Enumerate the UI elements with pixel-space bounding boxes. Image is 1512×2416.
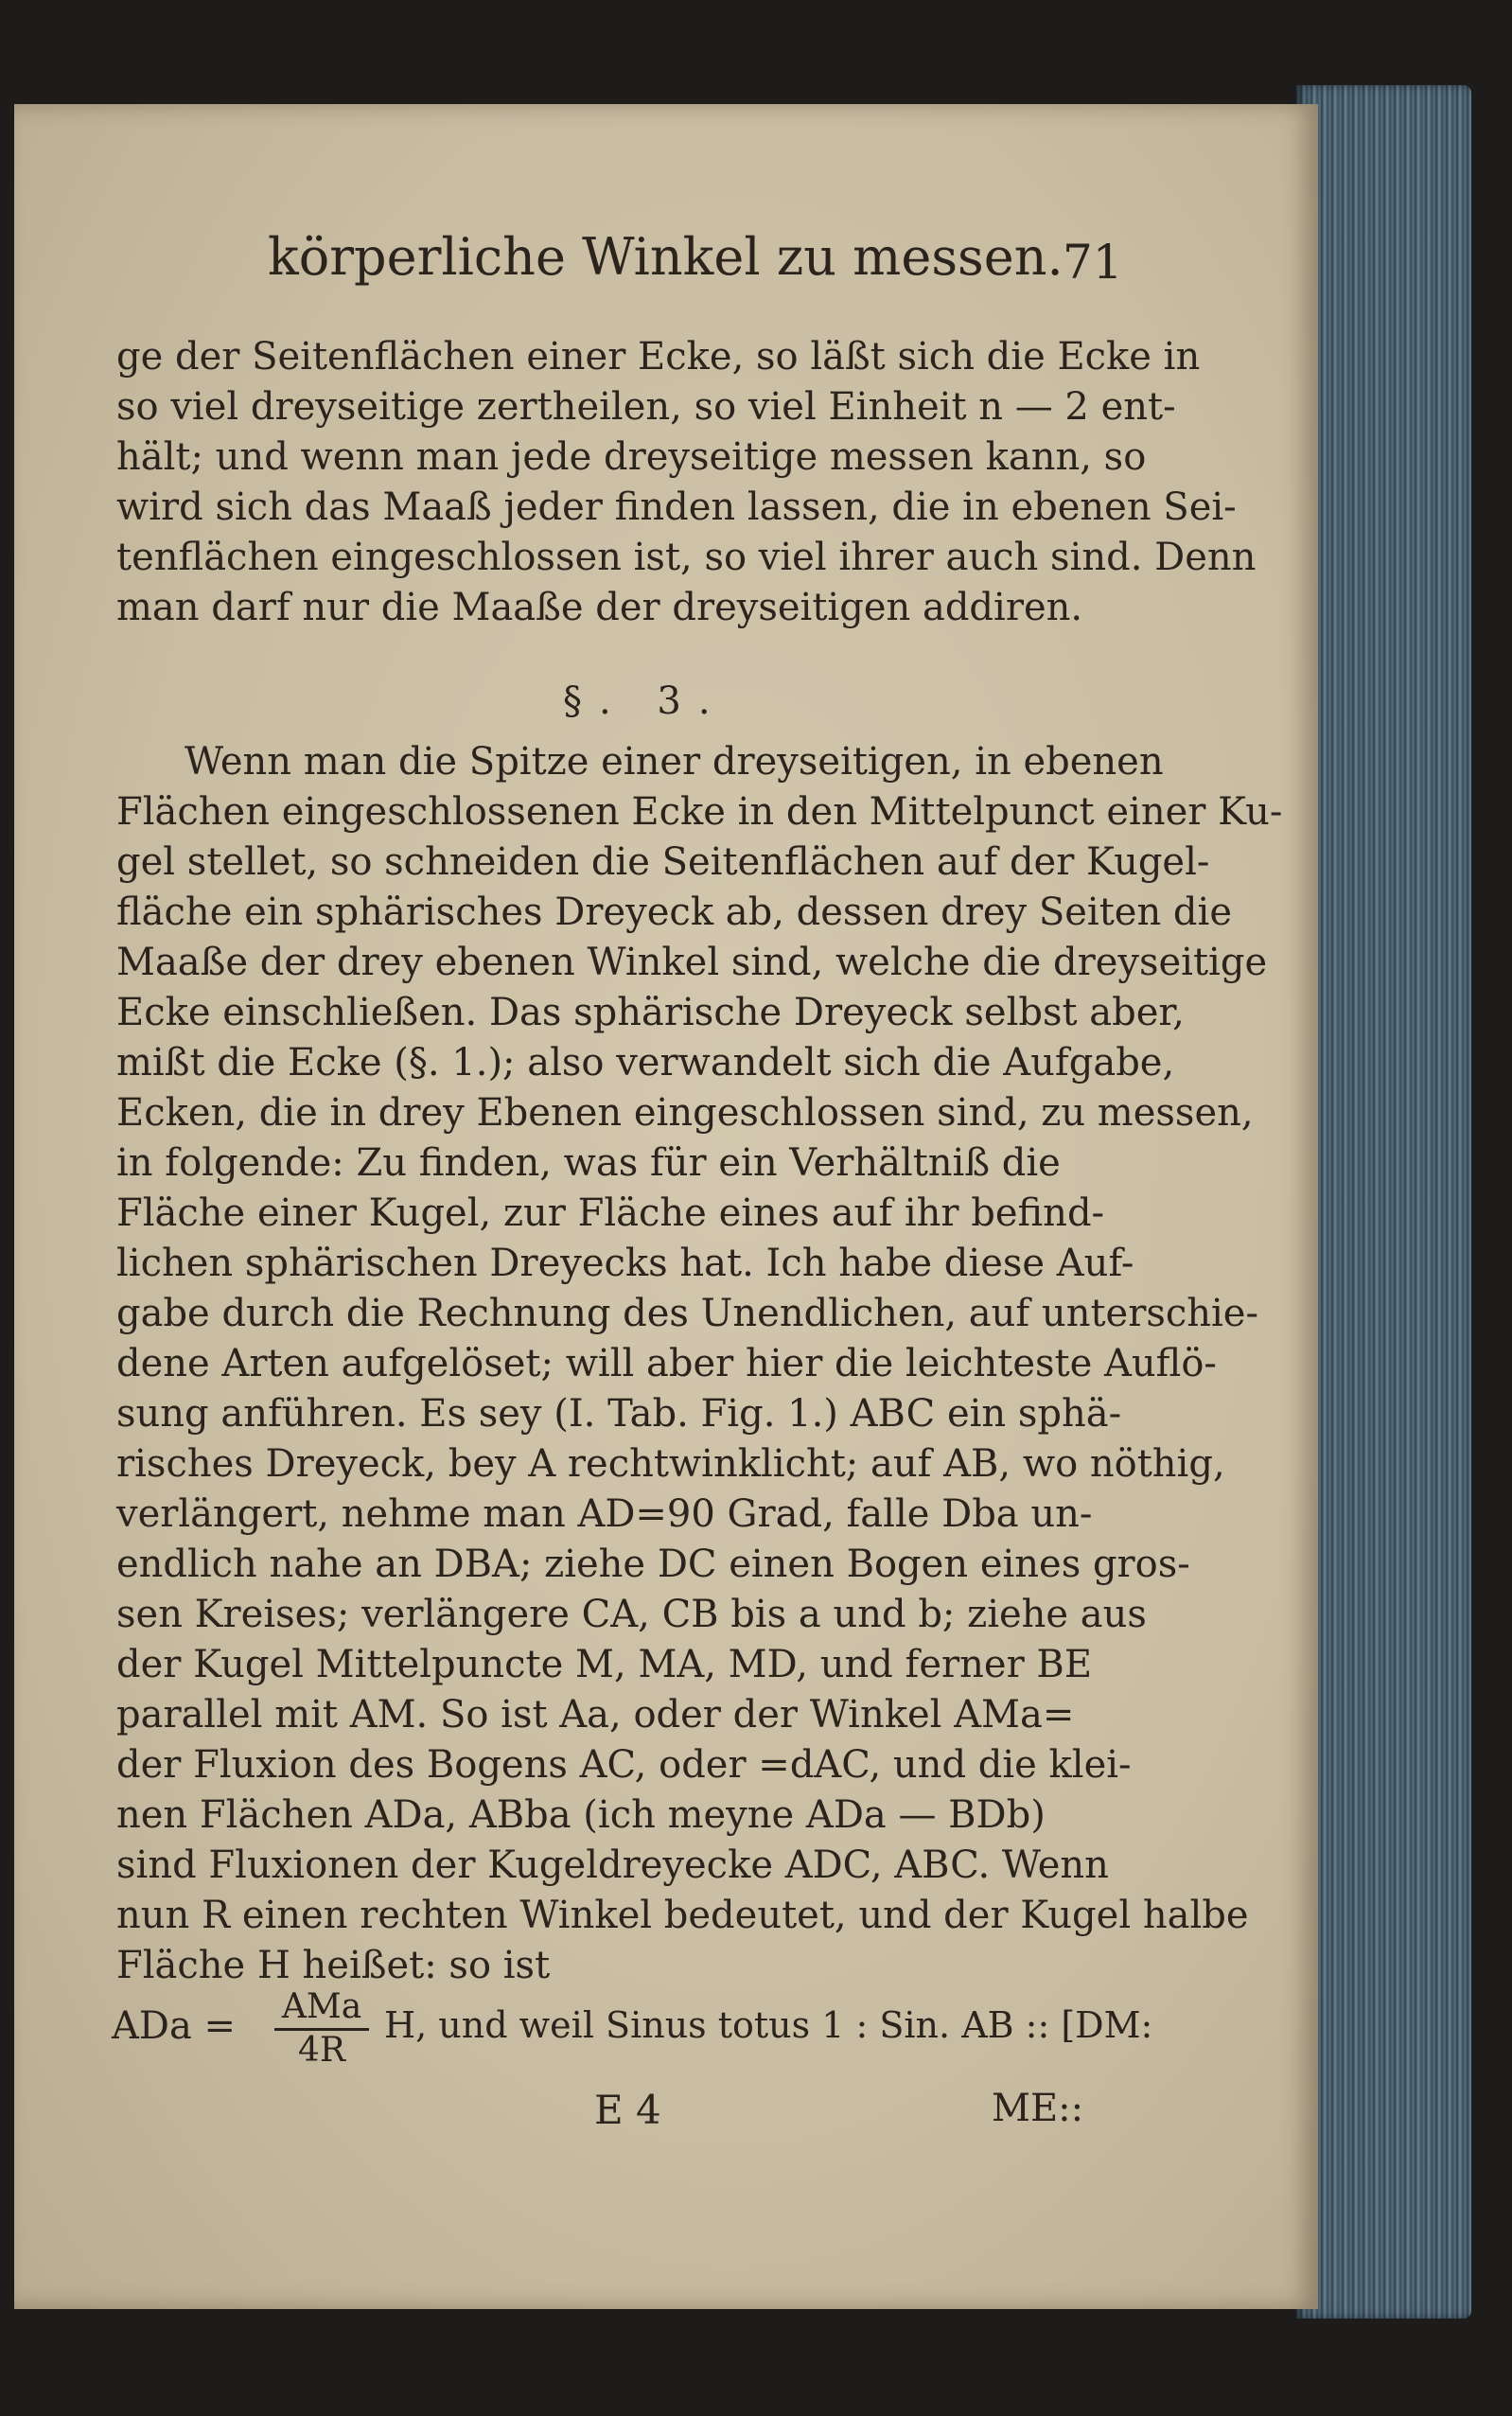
- fraction-denominator: 4R: [297, 2031, 345, 2070]
- text-line: gel stellet, so schneiden die Seitenflächen auf der Kugel-: [116, 840, 1210, 884]
- text-line: wird sich das Maaß jeder finden lassen, die in ebenen Sei-: [116, 485, 1237, 529]
- text-line: sen Kreises; verlängere CA, CB bis a und b; ziehe aus: [116, 1593, 1147, 1636]
- text-line: endlich nahe an DBA; ziehe DC einen Bogen eines gros-: [116, 1543, 1190, 1586]
- text-line: Flächen eingeschlossenen Ecke in den Mittelpunct einer Ku-: [116, 790, 1283, 834]
- fraction-numerator: AMa: [274, 1987, 369, 2031]
- text-line: man darf nur die Maaße der dreyseitigen addiren.: [116, 586, 1083, 629]
- formula-rest: H, und weil Sinus totus 1 : Sin. AB :: [DM:: [384, 2004, 1153, 2046]
- text-line: ge der Seitenflächen einer Ecke, so läßt sich die Ecke in: [116, 335, 1201, 379]
- text-line: nen Flächen ADa, ABba (ich meyne ADa — BDb): [116, 1793, 1046, 1837]
- catchword: ME::: [992, 2087, 1084, 2130]
- section-heading: §. 3.: [563, 679, 728, 723]
- book-page-edge: [1296, 85, 1471, 2319]
- text-line: Fläche H heißet: so ist: [116, 1944, 551, 1987]
- text-line: dene Arten aufgelöset; will aber hier die leichteste Auflö-: [116, 1342, 1217, 1385]
- text-line: nun R einen rechten Winkel bedeutet, und der Kugel halbe: [116, 1894, 1249, 1937]
- text-line: risches Dreyeck, bey A rechtwinklicht; auf AB, wo nöthig,: [116, 1442, 1225, 1486]
- text-line: so viel dreyseitige zertheilen, so viel Einheit n — 2 ent-: [116, 385, 1176, 429]
- text-line: Maaße der drey ebenen Winkel sind, welche die dreyseitige: [116, 941, 1268, 984]
- formula-lhs: ADa =: [112, 2004, 237, 2048]
- running-title: körperliche Winkel zu messen.: [268, 227, 1064, 287]
- formula-fraction: [274, 1987, 369, 2070]
- text-line: verlängert, nehme man AD=90 Grad, falle Dba un-: [116, 1492, 1093, 1536]
- text-line: lichen sphärischen Dreyecks hat. Ich habe diese Auf-: [116, 1242, 1134, 1285]
- text-line: gabe durch die Rechnung des Unendlichen, auf unterschie-: [116, 1292, 1258, 1335]
- text-line: sung anführen. Es sey (I. Tab. Fig. 1.) ABC ein sphä-: [116, 1392, 1122, 1436]
- text-line: hält; und wenn man jede dreyseitige messen kann, so: [116, 435, 1147, 479]
- text-line: sind Fluxionen der Kugeldreyecke ADC, ABC. Wenn: [116, 1843, 1109, 1887]
- text-line: Wenn man die Spitze einer dreyseitigen, in ebenen: [185, 740, 1164, 784]
- text-line: tenflächen eingeschlossen ist, so viel ihrer auch sind. Denn: [116, 536, 1257, 579]
- text-line: in folgende: Zu finden, was für ein Verhältniß die: [116, 1141, 1061, 1185]
- text-line: parallel mit AM. So ist Aa, oder der Winkel AMa=: [116, 1693, 1075, 1737]
- text-line: Ecke einschließen. Das sphärische Dreyeck selbst aber,: [116, 991, 1185, 1034]
- signature-mark: E 4: [594, 2087, 661, 2133]
- text-line: mißt die Ecke (§. 1.); also verwandelt sich die Aufgabe,: [116, 1041, 1175, 1085]
- text-line: Ecken, die in drey Ebenen eingeschlossen sind, zu messen,: [116, 1091, 1254, 1135]
- text-line: fläche ein sphärisches Dreyeck ab, dessen drey Seiten die: [116, 891, 1233, 934]
- text-line: Fläche einer Kugel, zur Fläche eines auf ihr befind-: [116, 1191, 1105, 1235]
- page-number: 71: [1063, 235, 1123, 290]
- text-line: der Kugel Mittelpuncte M, MA, MD, und ferner BE: [116, 1643, 1093, 1686]
- text-line: der Fluxion des Bogens AC, oder =dAC, und die klei-: [116, 1743, 1132, 1787]
